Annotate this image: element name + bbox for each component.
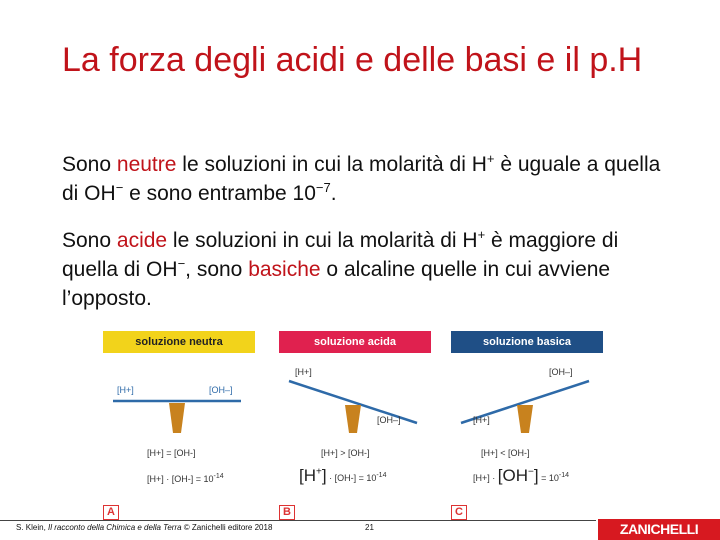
text-run: è uguale a quella di OH [62, 153, 661, 205]
superscript-plus: + [486, 151, 495, 166]
citation-author: S. Klein, [16, 523, 49, 532]
label-h-plus: [H+] [117, 385, 134, 395]
text-run: Sono [62, 229, 117, 252]
label-oh-minus: [OH–] [209, 385, 233, 395]
product-exponent: -14 [558, 472, 569, 479]
text-run: le soluzioni in cui la molarità di H [167, 229, 478, 252]
big-h-text: [H [299, 466, 316, 485]
slide-footer [0, 512, 720, 540]
product-start: [H+] · [473, 473, 498, 483]
product-equation [299, 466, 386, 486]
label-oh-minus: [OH–] [377, 415, 401, 425]
product-text: [H+] · [OH-] = 10 [147, 474, 214, 484]
balance-fulcrum [169, 403, 185, 433]
product-equation [473, 466, 569, 486]
slide-title: La forza degli acidi e delle basi e il p.H [62, 41, 643, 79]
product-text: · [OH-] = 10 [326, 473, 377, 483]
relation-equation: [H+] > [OH-] [321, 448, 370, 458]
superscript-exponent: −7 [315, 180, 331, 195]
balance-figure [451, 353, 603, 518]
label-oh-minus: [OH–] [549, 367, 573, 377]
keyword-neutre: neutre [116, 153, 177, 176]
big-oh-sup: − [528, 466, 534, 478]
big-oh-text: [OH [497, 466, 528, 485]
citation-title: Il racconto della Chimica e della Terra [48, 523, 182, 532]
label-h-plus: [H+] [295, 367, 312, 377]
banner-basic: soluzione basica [451, 331, 603, 353]
banner-neutral: soluzione neutra [103, 331, 255, 353]
keyword-acide: acide [116, 229, 168, 252]
label-h-plus: [H+] [473, 415, 490, 425]
figure-letter-b: B [279, 505, 295, 520]
product-exponent: -14 [376, 472, 387, 479]
citation-rest: © Zanichelli editore 2018 [181, 523, 273, 532]
balance-figure [279, 353, 431, 518]
superscript-plus: + [477, 227, 486, 242]
text-run: . [330, 182, 337, 205]
product-equation [147, 473, 224, 484]
text-run: , sono [185, 258, 249, 281]
big-h-plus [299, 466, 327, 485]
relation-equation: [H+] = [OH-] [147, 448, 196, 458]
text-run: e sono entrambe 10 [123, 182, 316, 205]
big-h-sup: + [316, 466, 322, 478]
footer-divider [0, 520, 596, 521]
text-run: è maggiore di quella di OH [62, 229, 619, 281]
figure-letter-a: A [103, 505, 119, 520]
relation-equation: [H+] < [OH-] [481, 448, 530, 458]
figure-letter-c: C [451, 505, 467, 520]
product-text: = 10 [538, 473, 559, 483]
balance-fulcrum [517, 405, 533, 433]
zanichelli-logo: ZANICHELLI [598, 519, 720, 540]
paragraph-neutral [62, 150, 662, 208]
figure-acid-solution [279, 331, 431, 518]
text-run: le soluzioni in cui la molarità di H [176, 153, 487, 176]
paragraph-acid-basic [62, 226, 662, 313]
balance-fulcrum [345, 405, 361, 433]
text-run: Sono [62, 153, 117, 176]
keyword-basiche: basiche [248, 258, 321, 281]
figure-basic-solution [451, 331, 603, 518]
banner-acid: soluzione acida [279, 331, 431, 353]
superscript-minus: − [115, 180, 124, 195]
big-oh-end: ] [533, 466, 539, 485]
figure-neutral-solution [103, 331, 255, 518]
big-h-end: ] [321, 466, 327, 485]
page-number: 21 [365, 523, 374, 532]
big-oh-minus [498, 466, 539, 485]
text-run: o alcaline quelle in cui avviene l’opposto. [62, 258, 611, 310]
footer-citation [16, 523, 272, 532]
superscript-minus: − [177, 256, 186, 271]
product-exponent: -14 [213, 473, 224, 480]
balance-figure [103, 353, 255, 518]
